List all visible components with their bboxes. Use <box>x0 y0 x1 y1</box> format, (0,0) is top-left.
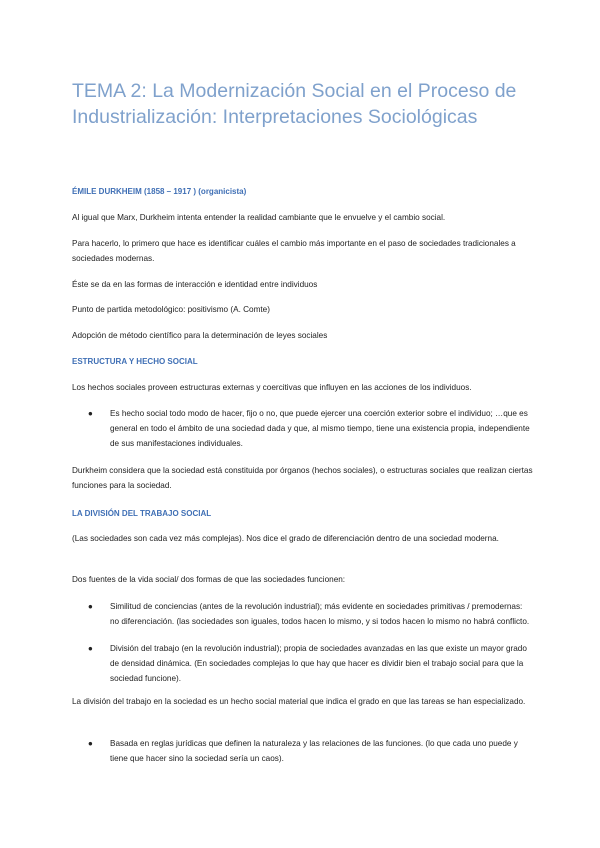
list-item-text: Es hecho social todo modo de hacer, fijo o no, que puede ejercer una coerción exterior sobre el individuo; …que es general en todo el ámbito de una sociedad dada y que, al mismo tiempo, tiene una existencia propia, independiente de sus manifestaciones individuales. <box>110 409 530 448</box>
list-item <box>88 599 532 629</box>
paragraph: (Las sociedades son cada vez más complejas). Nos dice el grado de diferenciación dentro de una sociedad moderna. <box>72 534 499 543</box>
paragraph: Durkheim considera que la sociedad está constituida por órganos (hechos sociales), o estructuras sociales que realizan ciertas funciones para la sociedad. <box>72 466 533 490</box>
list-item <box>88 736 532 766</box>
paragraph: Dos fuentes de la vida social/ dos formas de que las sociedades funcionen: <box>72 575 346 584</box>
paragraph: La división del trabajo en la sociedad es un hecho social material que indica el grado en que las tareas se han especializado. <box>72 697 526 706</box>
section-heading-durkheim: ÉMILE DURKHEIM (1858 – 1917 ) (organicista) <box>72 187 247 196</box>
section-heading-division: LA DIVISIÓN DEL TRABAJO SOCIAL <box>72 509 212 518</box>
paragraph: Para hacerlo, lo primero que hace es identificar cuáles el cambio más importante en el paso de sociedades tradicionales a sociedades modernas. <box>72 239 516 263</box>
paragraph: Éste se da en las formas de interacción e identidad entre individuos <box>72 280 318 289</box>
list-item <box>88 641 532 686</box>
bullet-icon: ● <box>88 739 93 748</box>
page-title: TEMA 2: La Modernización Social en el Proceso de Industrialización: Interpretaciones Sociológicas <box>72 80 517 128</box>
list-item-text: División del trabajo (en la revolución industrial); propia de sociedades avanzadas en las que existe un mayor grado de densidad dinámica. (En sociedades complejas lo que hay que hacer es dividir bien el trabajo social para que la sociedad funcione). <box>110 644 527 683</box>
paragraph: Adopción de método científico para la determinación de leyes sociales <box>72 331 328 340</box>
bullet-icon: ● <box>88 602 93 611</box>
list-item-text: Similitud de conciencias (antes de la revolución industrial); más evidente en sociedades primitivas / premodernas: no diferenciación. (las sociedades son iguales, todos hacen lo mismo, y si todos hacen lo mismo no habrá conflicto. <box>110 602 530 626</box>
section-heading-estructura: ESTRUCTURA Y HECHO SOCIAL <box>72 357 198 366</box>
list-item-text: Basada en reglas jurídicas que definen la naturaleza y las relaciones de las funciones. (lo que cada uno puede y tiene que hacer sino la sociedad sería un caos). <box>110 739 518 763</box>
paragraph: Punto de partida metodológico: positivismo (A. Comte) <box>72 305 270 314</box>
paragraph: Los hechos sociales proveen estructuras externas y coercitivas que influyen en las acciones de los individuos. <box>72 383 472 392</box>
list-item <box>88 406 532 451</box>
paragraph: Al igual que Marx, Durkheim intenta entender la realidad cambiante que le envuelve y el cambio social. <box>72 213 446 222</box>
bullet-icon: ● <box>88 644 93 653</box>
bullet-icon: ● <box>88 409 93 418</box>
